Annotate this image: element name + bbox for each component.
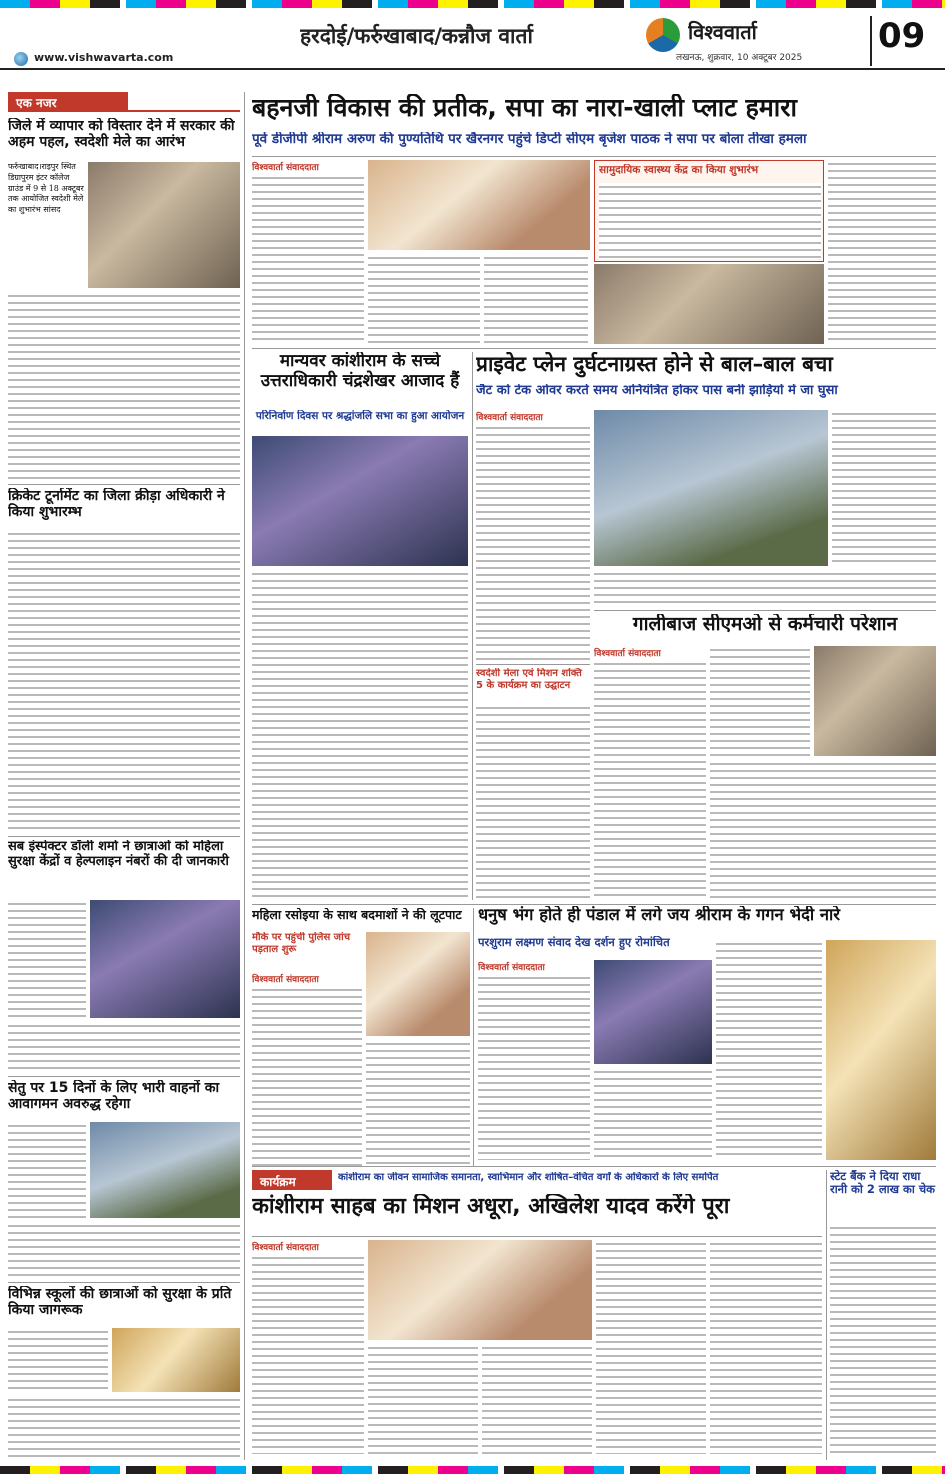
kanshiram-photo	[368, 1240, 592, 1340]
kanshiram-body-col1	[252, 1254, 364, 1454]
section-title: हरदोई/फर्रुखाबाद/कन्नौज वार्ता	[300, 24, 533, 48]
kanshiram-strap: कांशीराम का जीवन सामाजिक समानता, स्वाभिमान और शोषित–वंचित वर्गों के अधिकारों के लिए समर्पित	[338, 1172, 719, 1183]
story-swadeshi-headline[interactable]: जिले में व्यापार को विस्तार देने में सरकार की अहम पहल, स्वदेशी मेले का आरंभ	[8, 118, 235, 151]
lead-photo-right	[594, 264, 824, 344]
galibaz-headline[interactable]: गालीबाज सीएमओ से कर्मचारी परेशान	[632, 614, 898, 635]
swadeshi-photo	[88, 162, 240, 288]
chandrashekhar-photo	[252, 436, 468, 566]
kanshiram-byline: विश्ववार्ता संवाददाता	[252, 1243, 319, 1252]
column-divider	[826, 1170, 827, 1460]
brand-logo-icon	[646, 18, 680, 52]
story-school-body	[8, 1396, 240, 1460]
color-bar-bottom	[0, 1466, 945, 1474]
lead-body-col4	[828, 160, 936, 344]
swadeshi-mission-body	[476, 704, 590, 900]
lead-byline: विश्ववार्ता संवाददाता	[252, 163, 319, 172]
rule	[8, 110, 240, 112]
ek-najar-tag: एक नजर	[8, 92, 128, 110]
galibaz-photo	[814, 646, 936, 756]
dateline: लखनऊ, शुक्रवार, 10 अक्टूबर 2025	[676, 53, 803, 63]
rasoiya-headline[interactable]: महिला रसोइया के साथ बदमाशों ने की लूटपाट	[252, 908, 462, 922]
rasoiya-photo	[366, 932, 470, 1036]
lead-headline[interactable]: बहनजी विकास की प्रतीक, सपा का नारा-खाली प्लाट हमारा	[252, 94, 797, 122]
rule	[8, 1282, 240, 1283]
left-column	[8, 92, 240, 1460]
lead-photo	[368, 160, 590, 250]
story-setu-intro	[8, 1122, 86, 1222]
galibaz-body	[594, 660, 706, 900]
kanshiram-body-col2	[368, 1344, 478, 1454]
rule	[8, 836, 240, 837]
chandrashekhar-body	[252, 570, 468, 900]
story-dolly-headline[interactable]: सब इंस्पेक्टर डॉली शर्मा ने छात्राओं को महिला सुरक्षा केंद्रों व हेल्पलाइन नंबरों की दी जानकारी	[8, 840, 229, 869]
plane-body-right	[832, 410, 936, 566]
rasoiya-subhead: मौके पर पहुंची पुलिस जांच पड़ताल शुरू	[252, 932, 351, 955]
lead-body-col3	[484, 254, 588, 344]
plane-byline: विश्ववार्ता संवाददाता	[476, 413, 543, 422]
plane-body-below	[594, 570, 936, 606]
story-setu-headline[interactable]: सेतु पर 15 दिनों के लिए भारी वाहनों का आवागमन अवरुद्ध रहेगा	[8, 1080, 220, 1113]
globe-icon	[14, 52, 28, 66]
plane-headline[interactable]: प्राइवेट प्लेन दुर्घटनाग्रस्त होने से बाल–बाल बचा	[476, 352, 833, 376]
dhanush-subhead: परशुराम लक्ष्मण संवाद देख दर्शन हुए रोमांचित	[478, 936, 670, 949]
dolly-photo	[90, 900, 240, 1018]
setu-photo	[90, 1122, 240, 1218]
galibaz-body-3	[710, 760, 936, 900]
dhanush-photo-2	[826, 940, 936, 1160]
lead-body-col2	[368, 254, 480, 344]
dhanush-body-col2	[594, 1068, 712, 1160]
dhanush-headline[interactable]: धनुष भंग होते ही पंडाल में लगे जय श्रीराम के गगन भेदी नारे	[478, 906, 841, 924]
column-divider	[472, 352, 473, 900]
plane-photo	[594, 410, 828, 566]
dhanush-body-col1	[478, 974, 590, 1160]
kanshiram-body-col5	[710, 1240, 822, 1454]
health-centre-box	[594, 160, 824, 262]
chandrashekhar-subhead: परिनिर्वाण दिवस पर श्रद्धांजलि सभा का हुआ आयोजन	[255, 410, 465, 422]
rasoiya-body-col2	[366, 1040, 470, 1166]
sbi-headline[interactable]: स्टेट बैंक ने दिया राधा रानी को 2 लाख का चेक	[830, 1170, 936, 1197]
health-centre-body	[599, 183, 821, 259]
rasoiya-byline: विश्ववार्ता संवाददाता	[252, 975, 319, 984]
page-number: 09	[878, 16, 926, 56]
rasoiya-body-col1	[252, 986, 362, 1166]
galibaz-byline: विश्ववार्ता संवाददाता	[594, 649, 661, 658]
school-photo	[112, 1328, 240, 1392]
brand-name: विश्ववार्ता	[688, 20, 757, 44]
health-centre-headline[interactable]: सामुदायिक स्वास्थ्य केंद्र का किया शुभारंभ	[599, 164, 759, 176]
website-url[interactable]: www.vishwavarta.com	[34, 51, 174, 64]
dhanush-body-col3	[716, 940, 822, 1160]
rule	[252, 1166, 936, 1167]
plane-subhead: जैट को टेक ओवर करते समय अनियंत्रित होकर पास बनी झाड़ियों में जा घुसा	[476, 384, 838, 398]
story-cricket-headline[interactable]: क्रिकेट टूर्नामेंट का जिला क्रीड़ा अधिकारी ने किया शुभारम्भ	[8, 488, 225, 521]
rule	[8, 1076, 240, 1077]
lead-subhead: पूर्व डीजीपी श्रीराम अरुण की पुण्यतिथि पर खैरनगर पहुंचे डिप्टी सीएम बृजेश पाठक ने सपा पर बोला तीखा हमला	[252, 132, 807, 147]
story-cricket-body	[8, 530, 240, 832]
story-setu-body	[8, 1222, 240, 1280]
sbi-body	[830, 1224, 936, 1454]
story-school-headline[interactable]: विभिन्न स्कूलों की छात्राओं को सुरक्षा के प्रति किया जागरूक	[8, 1286, 232, 1319]
swadeshi-mission-headline[interactable]: स्वदेशी मेला एवं मिशन शक्ति 5 के कार्यक्रम का उद्घाटन	[476, 668, 582, 691]
lead-body-col1	[252, 174, 364, 344]
color-bar-top	[0, 0, 945, 8]
rule	[252, 156, 936, 157]
rule	[252, 348, 936, 349]
page-header	[0, 8, 945, 70]
chandrashekhar-headline[interactable]: मान्यवर कांशीराम के सच्चे उत्तराधिकारी चंद्रशेखर आजाद हैं	[260, 352, 460, 391]
rule	[8, 484, 240, 485]
kanshiram-body-col3	[482, 1344, 592, 1454]
karyakram-tag: कार्यक्रम	[252, 1170, 332, 1190]
header-divider	[870, 16, 872, 66]
rule	[476, 664, 590, 665]
column-divider	[473, 908, 474, 1166]
rule	[594, 610, 936, 611]
rule	[252, 904, 936, 905]
plane-body	[476, 424, 590, 660]
story-swadeshi-intro: फर्रुखाबाद।राइपुर स्थित डिग्रापुरम इंटर कॉलेज ग्राउंड में 9 से 18 अक्टूबर तक आयोजित स्वदेशी मेले का शुभारंभ सांसद	[8, 162, 84, 215]
story-school-intro	[8, 1328, 108, 1392]
rule	[252, 1236, 822, 1237]
dhanush-photo-1	[594, 960, 712, 1064]
column-divider	[244, 92, 245, 1460]
story-swadeshi-body	[8, 292, 240, 482]
kanshiram-headline[interactable]: कांशीराम साहब का मिशन अधूरा, अखिलेश यादव करेंगे पूरा	[252, 1194, 730, 1219]
dhanush-byline: विश्ववार्ता संवाददाता	[478, 963, 545, 972]
galibaz-body-2	[710, 646, 810, 756]
story-dolly-intro	[8, 900, 86, 1020]
story-dolly-body	[8, 1022, 240, 1072]
kanshiram-body-col4	[596, 1240, 706, 1454]
